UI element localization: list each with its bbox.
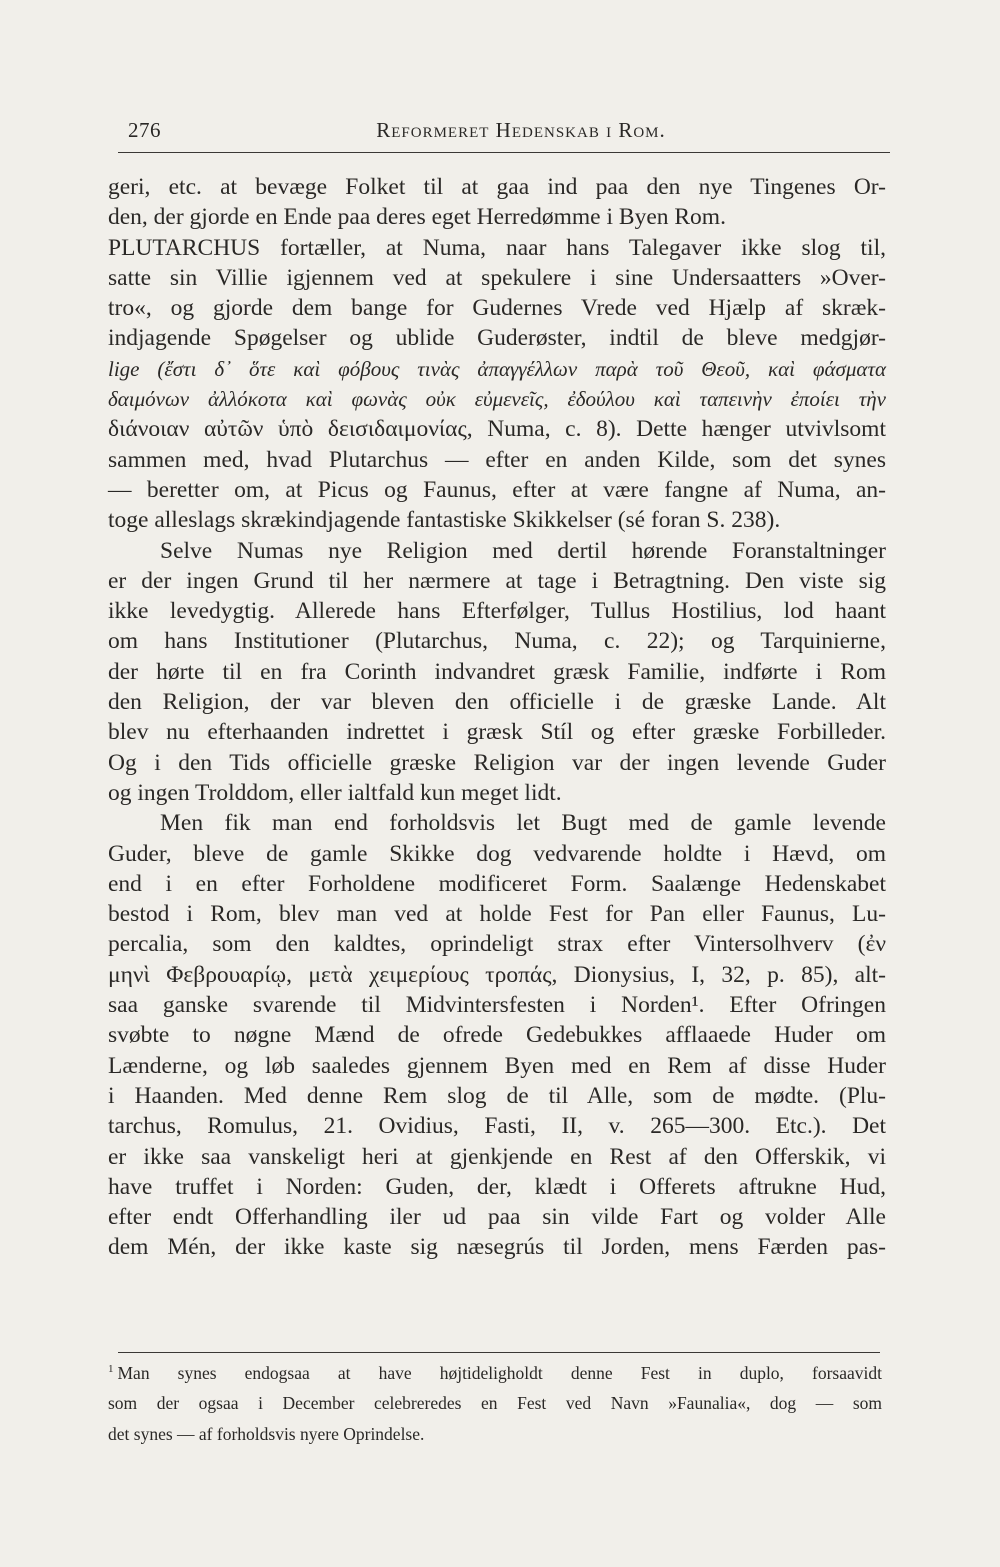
text-line: svøbte to nøgne Mænd de ofrede Gedebukkes afflaaede Huder om: [108, 1022, 886, 1049]
text-line: geri, etc. at bevæge Folket til at gaa ind paa den nye Tingenes Or-: [108, 174, 886, 200]
text-line: i Haanden. Med denne Rem slog de til Alle, som de mødte. (Plu-: [108, 1082, 886, 1109]
text-line: tro«, og gjorde dem bange for Gudernes Vrede ved Hjælp af skræk-: [108, 295, 886, 322]
footnote-rule: [118, 1352, 880, 1353]
text-line: διάνοιαν αὐτῶν ὑπὸ δεισιδαιμονίας, Numa, c. 8). Dette hænger utvivlsomt: [108, 416, 886, 443]
page-header: [110, 118, 892, 146]
text-line: efter endt Offerhandling iler ud paa sin vilde Fart og volder Alle: [108, 1204, 886, 1231]
footnote-text: Man synes endogsaa at have højtideligholdt denne Fest in duplo, forsaavidt: [117, 1363, 882, 1383]
text-line: er der ingen Grund til her nærmere at tage i Betragtning. Den viste sig: [108, 567, 886, 594]
text-line-greek: δαιμόνων ἀλλόκοτα καὶ φωνὰς οὐκ εὐμενεῖς, ἐδούλου καὶ ταπεινὴν ἐποίει τὴν: [108, 387, 886, 412]
text-line: have truffet i Norden: Guden, der, klædt i Offerets aftrukne Hud,: [108, 1173, 886, 1200]
text-line: der hørte til en fra Corinth indvandret græsk Familie, indførte i Rom: [108, 658, 886, 685]
footnote-marker: 1: [108, 1363, 114, 1376]
text-line: ikke levedygtig. Allerede hans Efterfølger, Tullus Hostilius, lod haant: [108, 598, 886, 625]
text-line: toge alleslags skrækindjagende fantastiske Skikkelser (sé foran S. 238).: [108, 507, 781, 534]
text-line: indjagende Spøgelser og ublide Guderøster, indtil de bleve medgjør-: [108, 325, 886, 352]
text-line: Men fik man end forholdsvis let Bugt med de gamle levende: [160, 810, 886, 837]
header-rule: [118, 152, 890, 153]
text-line: tarchus, Romulus, 21. Ovidius, Fasti, II, v. 265—300. Etc.). Det: [108, 1113, 886, 1140]
text-line: bestod i Rom, blev man ved at holde Fest for Pan eller Faunus, Lu-: [108, 901, 886, 928]
footnote: [108, 1362, 882, 1453]
text-line: om hans Institutioner (Plutarchus, Numa, c. 22); og Tarquinierne,: [108, 628, 886, 655]
text-line: Selve Numas nye Religion med dertil hørende Foranstaltninger: [160, 537, 886, 564]
text-line: — beretter om, at Picus og Faunus, efter at være fangne af Numa, an-: [108, 476, 886, 503]
text-line: og ingen Trolddom, eller ialtfald kun meget lidt.: [108, 779, 562, 806]
footnote-line: [108, 1362, 882, 1392]
text-line: dem Mén, der ikke kaste sig næsegrús til Jorden, mens Færden pas-: [108, 1234, 886, 1261]
footnote-line: som der ogsaa i December celebreredes en Fest ved Navn »Faunalia«, dog — som: [108, 1393, 882, 1414]
text-line: Guder, bleve de gamle Skikke dog vedvarende holdte i Hævd, om: [108, 840, 886, 867]
text-line: saa ganske svarende til Midvintersfesten i Norden¹. Efter Ofringen: [108, 992, 886, 1019]
text-line: Og i den Tids officielle græske Religion var der ingen levende Guder: [108, 749, 886, 776]
text-line: PLUTARCHUS fortæller, at Numa, naar hans Talegaver ikke slog til,: [108, 234, 886, 261]
text-line: percalia, som den kaldtes, oprindeligt strax efter Vintersolhverv (ἐν: [108, 931, 886, 958]
text-line: end i en efter Forholdene modificeret Form. Saalænge Hedenskabet: [108, 870, 886, 897]
text-line: Lænderne, og løb saaledes gjennem Byen med en Rem af disse Huder: [108, 1052, 886, 1079]
footnote-line: det synes — af forholdsvis nyere Oprindelse.: [108, 1423, 425, 1444]
text-line: er ikke saa vanskeligt heri at gjenkjende en Rest af den Offerskik, vi: [108, 1143, 886, 1170]
text-line: den Religion, der var bleven den officielle i de græske Lande. Alt: [108, 689, 886, 716]
text-line: blev nu efterhaanden indrettet i græsk Stíl og efter græske Forbilleder.: [108, 719, 886, 746]
text-line: sammen med, hvad Plutarchus — efter en anden Kilde, som det synes: [108, 446, 886, 473]
text-line: den, der gjorde en Ende paa deres eget Herredømme i Byen Rom.: [108, 204, 726, 231]
running-title: Reformeret Hedenskab i Rom.: [376, 118, 666, 142]
page-number: 276: [128, 118, 161, 142]
text-line: satte sin Villie igjennem ved at spekulere i sine Undersaatters »Over-: [108, 264, 886, 291]
body-text: [108, 172, 886, 1263]
text-line: μηνὶ Φεβρουαρίῳ, μετὰ χειμερίους τροπάς, Dionysius, I, 32, p. 85), alt-: [108, 961, 886, 988]
text-line-greek: lige (ἔστι δ᾽ ὅτε καὶ φόβους τινὰς ἀπαγγέλλων παρὰ τοῦ Θεοῦ, καὶ φάσματα: [108, 356, 886, 381]
